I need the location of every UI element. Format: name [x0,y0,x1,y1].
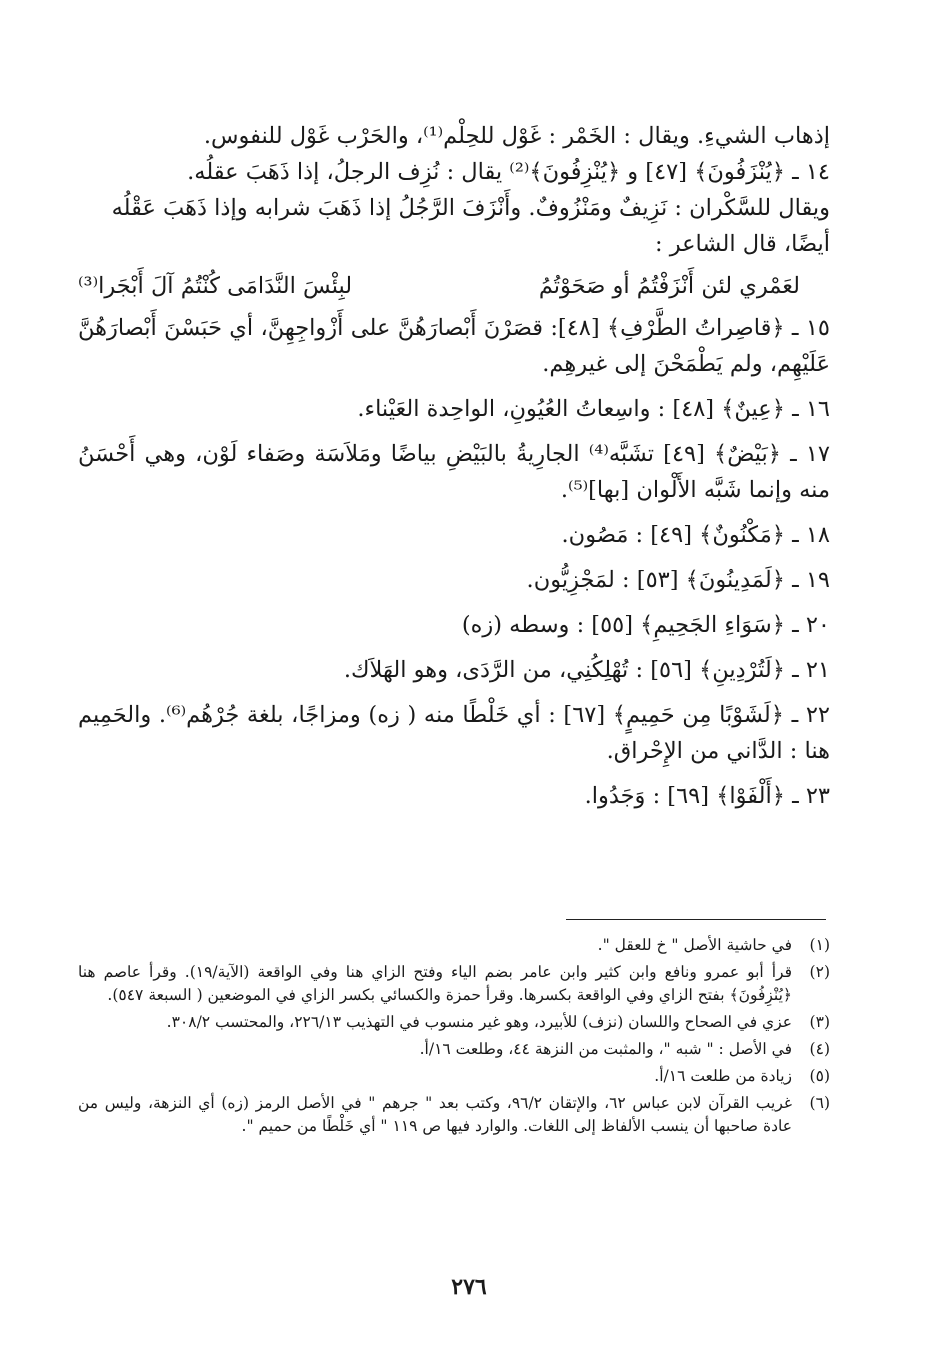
text-line: ويقال للسَّكْران : نَزِيفٌ ومَنْزُوفٌ. وأَنْزَفَ الرَّجُلُ إذا ذَهَبَ شرابه وإذا ذَهَبَ عَقْلُه [111,195,830,221]
footnote [78,1092,830,1138]
footnote-text: غريب القرآن لابن عباس ٦٢، والإتقان ٩٦/٢، وكتب بعد " جرهم " في الأصل الرمز (زه) أي النزهة، وليس من عادة صاحبها أن ينسب الألفاظ إلى اللغات. والوارد فيها ص ١١٩ " أي خَلْطًا من حميم ". [78,1094,792,1135]
footnotes [78,934,830,1142]
verse-first-hemistich: لعَمْري لئن أَنْزَفْتُمُ أو صَحَوْتُمُ [538,273,800,299]
entry-16: ١٦ ـ ﴿عِينٌ﴾ [٤٨] : واسِعاتُ العُيُونِ، الواحِدة العَيْناء. [357,396,830,422]
text-line: أيضًا، قال الشاعر : [654,231,830,257]
footnote [78,1011,830,1034]
footnote-text: في حاشية الأصل " خ للعقل ". [597,936,792,954]
footnote-text: قرأ أبو عمرو ونافع وابن كثير وابن عامر بضم الياء وفتح الزاي هنا وفي الواقعة (الآية/١٩). وقرأ عاصم هنا ﴿يُنْزِفُونَ﴾ بفتح الزاي وفي الواقعة بكسرها. وقرأ حمزة والكسائي بكسر الزاي في الموضعين ( السبعة ٥٤٧). [78,963,792,1004]
footnote-number: (١) [809,936,830,954]
footnote-number: (٤) [809,1040,830,1058]
footnote-separator [566,919,826,920]
footnote-number: (٢) [809,963,830,981]
poetry-verse [78,268,830,304]
footnote [78,934,830,957]
entry-20: ٢٠ ـ ﴿سَوَاءِ الجَحِيمِ﴾ [٥٥] : وسطه (زه) [461,612,830,638]
entry-18: ١٨ ـ ﴿مَكْنُونٌ﴾ [٤٩] : مَصُون. [561,522,830,548]
footnote [78,961,830,1007]
verse-second-hemistich: لبِئْسَ النَّدَامَى كُنْتُمُ آلَ أَبْجَرا⁽³⁾ [78,273,353,299]
text-line: إذهاب الشيءِ. ويقال : الخَمْر : غَوْل للحِلْم⁽¹⁾، والحَرْب غَوْل للنفوس. [203,123,830,149]
footnote-text: في الأصل : " شبه "، والمثبت من النزهة ٤٤، وطلعت ١٦/أ. [419,1040,792,1058]
footnote-text: عزي في الصحاح واللسان (نزف) للأبيرد، وهو غير منسوب في التهذيب ٢٢٦/١٣، والمحتسب ٣٠٨/٢. [166,1013,792,1031]
page-number: ٢٧٦ [451,1274,487,1300]
entry-22: ٢٢ ـ ﴿لَشَوْبًا مِن حَمِيمٍ﴾ [٦٧] : أي خَلْطًا منه ( زه) ومزاجًا، بلغة جُرْهُم⁽⁶⁾. والحَمِيم هنا : الدَّاني من الإِحْراق. [78,702,830,764]
body-text [78,118,830,814]
entry-15: ١٥ ـ ﴿قاصِراتُ الطَّرْفِ﴾ [٤٨]: قصَرْنَ أَبْصارَهُنَّ على أَزْواجِهِنَّ، أي حَبَسْنَ أَبْصارَهُنَّ عَلَيْهِم، ولم يَطْمَحْنَ إلى غيرهِم. [78,315,830,377]
text-line: ١٤ ـ ﴿يُنْزَفُونَ﴾ [٤٧] و ﴿يُنْزِفُونَ﴾⁽²⁾ يقال : نُزِف الرجلُ، إذا ذَهَبَ عقلُه. [187,159,830,185]
footnote-number: (٣) [809,1013,830,1031]
entry-19: ١٩ ـ ﴿لَمَدِينُونَ﴾ [٥٣] : لمَجْزِيُّون. [526,567,830,593]
footnote-text: زيادة من طلعت ١٦/أ. [654,1067,792,1085]
footnote-number: (٥) [809,1067,830,1085]
main-text [78,118,830,814]
entry-23: ٢٣ ـ ﴿أَلْفَوْا﴾ [٦٩] : وَجَدُوا. [584,783,830,809]
footnote [78,1065,830,1088]
footnote-number: (٦) [809,1094,830,1112]
entry-17: ١٧ ـ ﴿بَيْضٌ﴾ [٤٩] تشَبَّه⁽⁴⁾ الجارِيةُ بالبَيْضِ بياضًا ومَلاَسَة وصَفاء لَوْن، وهي أَحْسَنُ منه وإنما شَبَّه الأَلْوان [بها]⁽⁵⁾. [78,441,830,503]
footnote [78,1038,830,1061]
entry-21: ٢١ ـ ﴿لَتُرْدِينِ﴾ [٥٦] : تُهْلِكُنِي، من الرَّدَى، وهو الهَلاَك. [343,657,830,683]
